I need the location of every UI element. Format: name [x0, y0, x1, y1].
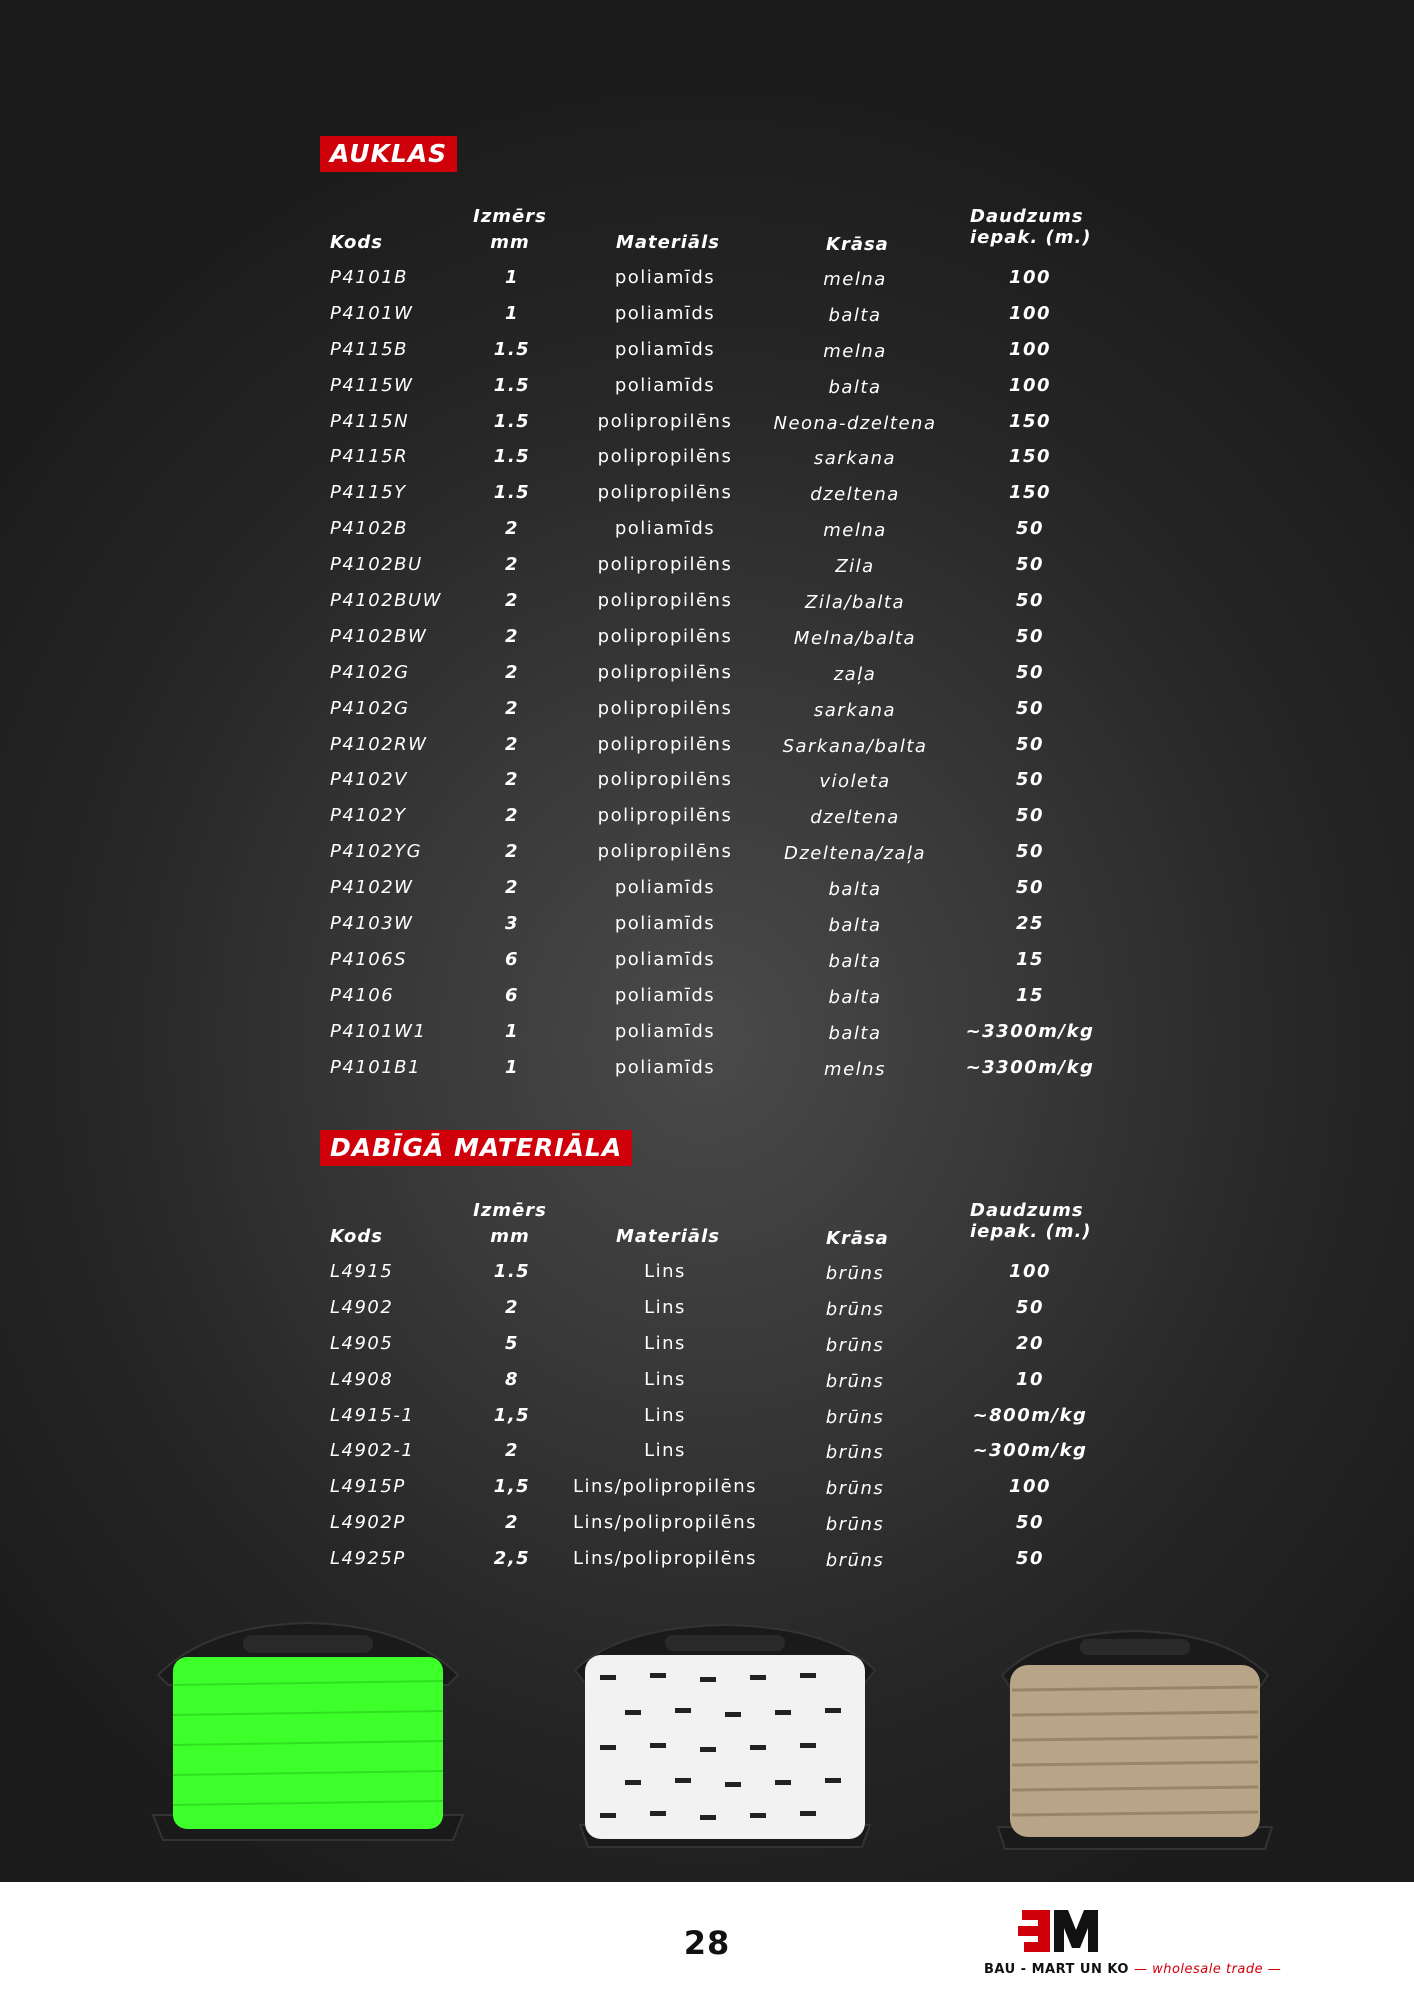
cell-daudzums: 150	[1008, 482, 1052, 504]
cell-kods: L4905	[330, 1332, 394, 1354]
cell-krasa: balta	[828, 950, 882, 972]
cell-krasa: balta	[828, 986, 882, 1008]
cell-krasa: violeta	[819, 771, 891, 793]
cell-daudzums: 100	[1008, 338, 1052, 360]
cell-krasa: sarkana	[813, 448, 897, 470]
cell-daudzums: 50	[1015, 554, 1045, 576]
cell-daudzums: ~800m/kg	[972, 1404, 1088, 1426]
section-title-dabiga-materiala: DABĪGĀ MATERIĀLA	[320, 1130, 632, 1166]
cell-kods: L4915	[330, 1261, 394, 1282]
cell-kods: L4902P	[330, 1512, 406, 1534]
table-row	[0, 1333, 1414, 1369]
header-daudzums: Daudzums iepak. (m.)	[970, 206, 1092, 248]
table-row	[0, 554, 1414, 590]
table-row	[0, 1369, 1414, 1405]
cell-krasa: brūns	[825, 1334, 885, 1356]
cell-materials: Lins	[644, 1261, 686, 1282]
section-title-auklas: AUKLAS	[320, 136, 457, 172]
bau-mart-logo	[984, 1904, 1314, 1984]
cell-izmers: 2	[504, 1296, 520, 1318]
cell-krasa: balta	[828, 1022, 882, 1044]
cell-kods: P4106	[330, 984, 395, 1006]
cell-materials: polipropilēns	[597, 625, 733, 647]
cell-kods: L4902	[330, 1296, 394, 1318]
cell-izmers: 2	[504, 805, 520, 827]
table-row	[0, 698, 1414, 734]
cell-materials: poliamīds	[614, 913, 716, 935]
cell-krasa: balta	[828, 879, 882, 901]
cell-krasa: brūns	[825, 1442, 885, 1464]
header-kods: Kods	[330, 232, 383, 253]
cell-daudzums: 50	[1015, 1296, 1045, 1318]
cell-izmers: 1.5	[493, 410, 531, 432]
cell-kods: P4103W	[330, 913, 414, 935]
table-row	[0, 662, 1414, 698]
cell-kods: P4102G	[330, 661, 410, 683]
cell-kods: P4101B	[330, 267, 409, 288]
cell-materials: Lins	[644, 1404, 686, 1426]
cell-krasa: brūns	[825, 1298, 885, 1320]
cell-daudzums: 50	[1015, 805, 1045, 827]
cell-kods: P4115B	[330, 338, 409, 360]
cell-kods: L4915P	[330, 1476, 406, 1498]
table-row	[0, 590, 1414, 626]
cell-daudzums: 150	[1008, 410, 1052, 432]
cell-izmers: 8	[504, 1368, 520, 1390]
cell-izmers: 2	[504, 554, 520, 576]
cell-materials: poliamīds	[614, 1056, 716, 1078]
table-row	[0, 482, 1414, 518]
cell-krasa: brūns	[825, 1478, 885, 1500]
cell-daudzums: 50	[1015, 1548, 1045, 1570]
cell-izmers: 1.5	[493, 1261, 531, 1282]
cell-izmers: 6	[504, 948, 520, 970]
cell-materials: poliamīds	[614, 338, 716, 360]
table-header: Kods Izmērs mm Materiāls Krāsa Daudzums iepak. (m.)	[330, 1200, 1092, 1249]
cell-daudzums: 20	[1015, 1332, 1045, 1354]
cell-kods: P4115R	[330, 446, 409, 468]
cell-izmers: 1	[504, 302, 520, 324]
cell-materials: polipropilēns	[597, 733, 733, 755]
cell-daudzums: 50	[1015, 697, 1045, 719]
table-row	[0, 769, 1414, 805]
cell-izmers: 2	[504, 841, 520, 863]
cell-daudzums: 50	[1015, 661, 1045, 683]
cell-daudzums: 50	[1015, 841, 1045, 863]
cell-daudzums: 100	[1008, 1261, 1052, 1282]
cell-materials: polipropilēns	[597, 590, 733, 612]
cell-izmers: 2	[504, 661, 520, 683]
cell-kods: P4101W	[330, 302, 414, 324]
cell-kods: P4102G	[330, 697, 410, 719]
table-row	[0, 805, 1414, 841]
cell-daudzums: 50	[1015, 877, 1045, 899]
product-table-dabiga-materiala	[0, 1261, 1414, 1584]
cell-izmers: 2	[504, 877, 520, 899]
cell-kods: P4102V	[330, 769, 408, 791]
cell-izmers: 2	[504, 733, 520, 755]
cell-kods: P4115Y	[330, 482, 407, 504]
cell-krasa: melna	[823, 269, 887, 290]
header-daudzums: Daudzums iepak. (m.)	[970, 1200, 1092, 1242]
table-row	[0, 1405, 1414, 1441]
cell-krasa: melns	[824, 1058, 886, 1080]
cell-daudzums: ~3300m/kg	[965, 1056, 1095, 1078]
table-row	[0, 985, 1414, 1021]
cell-krasa: Sarkana/balta	[782, 735, 928, 757]
cell-izmers: 2	[504, 1512, 520, 1534]
cell-izmers: 5	[504, 1332, 520, 1354]
cell-daudzums: 15	[1015, 948, 1045, 970]
table-row	[0, 1440, 1414, 1476]
cell-daudzums: ~3300m/kg	[965, 1020, 1095, 1042]
table-row	[0, 734, 1414, 770]
cell-izmers: 1	[504, 1020, 520, 1042]
table-row	[0, 375, 1414, 411]
cell-krasa: brūns	[825, 1263, 885, 1284]
cell-izmers: 1	[504, 1056, 520, 1078]
cell-daudzums: 150	[1008, 446, 1052, 468]
header-materials: Materiāls	[616, 1226, 720, 1247]
table-row	[0, 1512, 1414, 1548]
table-row	[0, 913, 1414, 949]
cell-materials: polipropilēns	[597, 482, 733, 504]
cell-kods: P4115W	[330, 374, 414, 396]
cell-izmers: 2	[504, 1440, 520, 1462]
cell-krasa: brūns	[825, 1406, 885, 1428]
cell-krasa: balta	[828, 915, 882, 937]
cell-kods: P4101W1	[330, 1020, 427, 1042]
table-row	[0, 1297, 1414, 1333]
table-row	[0, 877, 1414, 913]
green-cord-spool-image	[148, 1615, 468, 1847]
cell-kods: P4102Y	[330, 805, 407, 827]
table-row	[0, 1261, 1414, 1297]
cell-izmers: 1.5	[493, 446, 531, 468]
cell-daudzums: 50	[1015, 769, 1045, 791]
cell-materials: Lins/polipropilēns	[572, 1548, 758, 1570]
cell-daudzums: 50	[1015, 733, 1045, 755]
cell-krasa: Melna/balta	[793, 627, 917, 649]
cell-daudzums: 100	[1008, 302, 1052, 324]
cell-krasa: sarkana	[813, 699, 897, 721]
cell-kods: P4102BW	[330, 625, 428, 647]
cell-krasa: Zila	[835, 556, 875, 578]
table-row	[0, 1057, 1414, 1093]
cell-krasa: balta	[828, 376, 882, 398]
cell-materials: polipropilēns	[597, 410, 733, 432]
cell-materials: poliamīds	[614, 948, 716, 970]
cell-materials: polipropilēns	[597, 697, 733, 719]
header-kods: Kods	[330, 1226, 383, 1247]
product-table-auklas	[0, 267, 1414, 1092]
cell-izmers: 2	[504, 769, 520, 791]
cell-izmers: 1	[504, 267, 520, 288]
table-row	[0, 1476, 1414, 1512]
cell-izmers: 1.5	[493, 482, 531, 504]
cell-krasa: brūns	[825, 1370, 885, 1392]
cell-kods: L4908	[330, 1368, 394, 1390]
cell-kods: P4102B	[330, 518, 409, 540]
table-row	[0, 1548, 1414, 1584]
cell-materials: Lins/polipropilēns	[572, 1512, 758, 1534]
table-row	[0, 626, 1414, 662]
cell-daudzums: 50	[1015, 518, 1045, 540]
cell-materials: Lins/polipropilēns	[572, 1476, 758, 1498]
table-row	[0, 841, 1414, 877]
table-row	[0, 303, 1414, 339]
table-row	[0, 1021, 1414, 1057]
page-number: 28	[683, 1924, 731, 1962]
cell-krasa: melna	[823, 520, 887, 542]
cell-daudzums: 100	[1008, 1476, 1052, 1498]
table-row	[0, 411, 1414, 447]
table-row	[0, 446, 1414, 482]
cell-krasa: dzeltena	[810, 807, 900, 829]
cell-daudzums: 10	[1015, 1368, 1045, 1390]
cell-krasa: dzeltena	[810, 484, 900, 506]
cell-izmers: 1,5	[493, 1476, 531, 1498]
header-krasa: Krāsa	[826, 1228, 889, 1249]
cell-materials: Lins	[644, 1440, 686, 1462]
cell-materials: Lins	[644, 1332, 686, 1354]
cell-kods: P4101B1	[330, 1056, 421, 1078]
cell-kods: L4902-1	[330, 1440, 415, 1462]
cell-daudzums: 50	[1015, 625, 1045, 647]
linen-cord-spool-image	[990, 1615, 1280, 1855]
cell-materials: polipropilēns	[597, 769, 733, 791]
cell-materials: Lins	[644, 1368, 686, 1390]
cell-kods: P4102RW	[330, 733, 428, 755]
cell-izmers: 1,5	[493, 1404, 531, 1426]
table-row	[0, 949, 1414, 985]
cell-materials: polipropilēns	[597, 554, 733, 576]
cell-daudzums: 50	[1015, 1512, 1045, 1534]
footer	[0, 1882, 1414, 2000]
cell-materials: poliamīds	[614, 267, 716, 288]
cell-krasa: brūns	[825, 1550, 885, 1572]
cell-krasa: Dzeltena/zaļa	[783, 843, 927, 865]
cell-materials: polipropilēns	[597, 446, 733, 468]
cell-materials: polipropilēns	[597, 841, 733, 863]
cell-izmers: 2	[504, 590, 520, 612]
cell-daudzums: 50	[1015, 590, 1045, 612]
table-row	[0, 518, 1414, 554]
cell-kods: P4102W	[330, 877, 414, 899]
header-krasa: Krāsa	[826, 234, 889, 255]
cell-materials: polipropilēns	[597, 661, 733, 683]
cell-materials: poliamīds	[614, 302, 716, 324]
cell-daudzums: ~300m/kg	[972, 1440, 1088, 1462]
cell-daudzums: 100	[1008, 374, 1052, 396]
cell-kods: P4102YG	[330, 841, 423, 863]
logo-text: BAU - MART UN KO — wholesale trade —	[984, 1962, 1282, 1977]
cell-materials: poliamīds	[614, 877, 716, 899]
table-row	[0, 339, 1414, 375]
cell-kods: P4102BUW	[330, 590, 442, 612]
cell-izmers: 6	[504, 984, 520, 1006]
cell-krasa: zaļa	[833, 663, 877, 685]
cell-daudzums: 15	[1015, 984, 1045, 1006]
cell-materials: poliamīds	[614, 1020, 716, 1042]
cell-izmers: 2	[504, 518, 520, 540]
table-row	[0, 267, 1414, 303]
cell-izmers: 2	[504, 625, 520, 647]
cell-kods: P4115N	[330, 410, 410, 432]
header-materials: Materiāls	[616, 232, 720, 253]
cell-krasa: melna	[823, 340, 887, 362]
cell-materials: poliamīds	[614, 518, 716, 540]
cell-materials: poliamīds	[614, 374, 716, 396]
cell-izmers: 3	[504, 913, 520, 935]
cell-materials: poliamīds	[614, 984, 716, 1006]
cell-izmers: 1.5	[493, 338, 531, 360]
cell-materials: Lins	[644, 1296, 686, 1318]
cell-izmers: 1.5	[493, 374, 531, 396]
cell-krasa: Zila/balta	[805, 592, 905, 614]
cell-daudzums: 25	[1015, 913, 1045, 935]
cell-daudzums: 100	[1008, 267, 1052, 288]
cell-krasa: brūns	[825, 1514, 885, 1536]
cell-krasa: Neona-dzeltena	[773, 412, 937, 434]
cell-kods: P4102BU	[330, 554, 423, 576]
cell-izmers: 2,5	[493, 1548, 531, 1570]
cell-materials: polipropilēns	[597, 805, 733, 827]
cell-kods: L4915-1	[330, 1404, 415, 1426]
white-black-cord-spool-image	[570, 1615, 880, 1855]
cell-krasa: balta	[828, 304, 882, 326]
cell-kods: L4925P	[330, 1548, 406, 1570]
cell-kods: P4106S	[330, 948, 408, 970]
table-header: Kods Izmērs mm Materiāls Krāsa Daudzums iepak. (m.)	[330, 206, 1092, 255]
cell-izmers: 2	[504, 697, 520, 719]
